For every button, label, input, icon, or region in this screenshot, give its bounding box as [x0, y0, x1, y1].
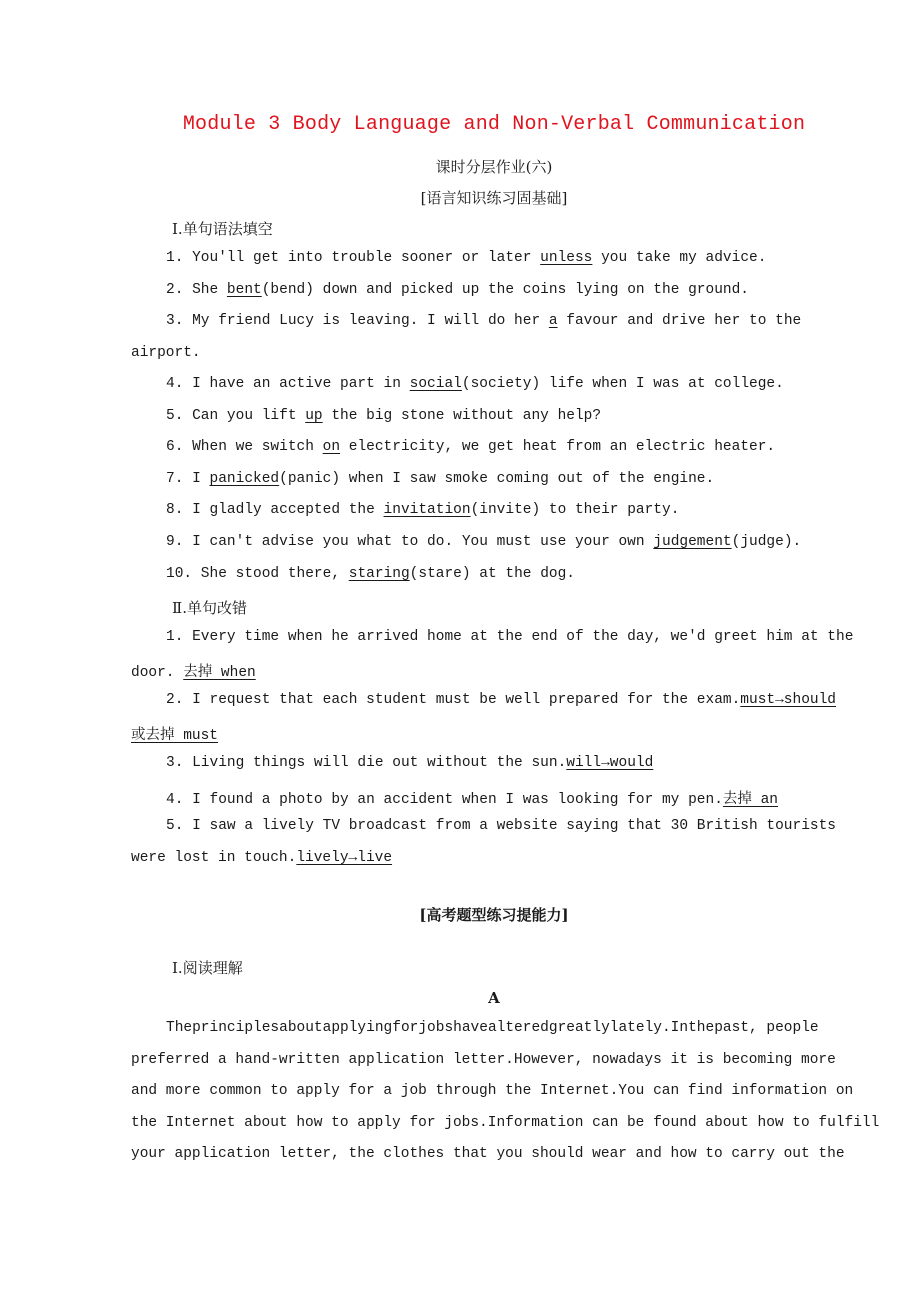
passage-line: the Internet about how to apply for jobs.Information can be found about how to fulfill — [131, 1115, 880, 1131]
list-item: 4. I have an active part in social(society) life when I was at college. — [166, 376, 784, 392]
answer: lively→live — [296, 850, 393, 866]
part3-heading: Ⅰ.阅读理解 — [172, 959, 243, 977]
answer: unless — [540, 250, 593, 266]
list-item: 3. Living things will die out without the sun.will→would — [166, 755, 654, 771]
page-subtitle: 课时分层作业(六) — [435, 158, 553, 176]
section-heading-exam: [高考题型练习提能力] — [419, 906, 569, 924]
passage-line: Theprinciplesaboutapplyingforjobshavealteredgreatlylately.Inthepast, people — [166, 1020, 819, 1036]
answer: bent — [226, 282, 262, 298]
answer: social — [409, 376, 462, 392]
list-item: 1. You'll get into trouble sooner or later unless you take my advice. — [166, 250, 767, 266]
passage-label: A — [488, 989, 500, 1007]
list-item: 9. I can't advise you what to do. You must use your own judgement(judge). — [166, 534, 802, 550]
answer: panicked — [209, 471, 280, 487]
list-item: 7. I panicked(panic) when I saw smoke coming out of the engine. — [166, 471, 715, 487]
answer: invitation — [383, 502, 471, 518]
list-item-continuation: were lost in touch.lively→live — [131, 850, 393, 866]
part2-heading: Ⅱ.单句改错 — [172, 599, 247, 617]
list-item: 10. She stood there, staring(stare) at the dog. — [166, 566, 575, 582]
passage-line: preferred a hand-written application letter.However, nowadays it is becoming more — [131, 1052, 836, 1068]
answer: on — [322, 439, 341, 455]
list-item: 5. Can you lift up the big stone without any help? — [166, 408, 602, 424]
list-item-continuation: door. 去掉 when — [131, 665, 256, 681]
list-item: 2. She bent(bend) down and picked up the coins lying on the ground. — [166, 282, 750, 298]
list-item: 2. I request that each student must be well prepared for the exam.must→should — [166, 692, 837, 708]
list-item: 1. Every time when he arrived home at the end of the day, we'd greet him at the — [166, 629, 854, 645]
part1-heading: Ⅰ.单句语法填空 — [172, 220, 273, 238]
answer: 或去掉 must — [131, 728, 219, 744]
list-item: 8. I gladly accepted the invitation(invite) to their party. — [166, 502, 680, 518]
answer: up — [305, 408, 323, 424]
list-item: 3. My friend Lucy is leaving. I will do her a favour and drive her to the — [166, 313, 802, 329]
answer: 去掉 when — [183, 665, 256, 681]
list-item: 5. I saw a lively TV broadcast from a website saying that 30 British tourists — [166, 818, 837, 834]
list-item-continuation: airport. — [131, 345, 201, 361]
list-item: 4. I found a photo by an accident when I was looking for my pen.去掉 an — [166, 792, 779, 808]
passage-line: your application letter, the clothes that you should wear and how to carry out the — [131, 1146, 845, 1162]
page-title: Module 3 Body Language and Non-Verbal Communication — [182, 113, 806, 136]
answer: judgement — [653, 534, 732, 550]
passage-line: and more common to apply for a job through the Internet.You can find information on — [131, 1083, 854, 1099]
list-item-continuation — [131, 723, 811, 744]
list-item: 6. When we switch on electricity, we get heat from an electric heater. — [166, 439, 776, 455]
answer: a — [548, 313, 558, 329]
answer: must→should — [740, 692, 837, 708]
answer: 去掉 an — [722, 792, 779, 808]
answer: staring — [348, 566, 410, 582]
section-heading-basic: [语言知识练习固基础] — [420, 189, 568, 207]
answer: will→would — [566, 755, 654, 771]
